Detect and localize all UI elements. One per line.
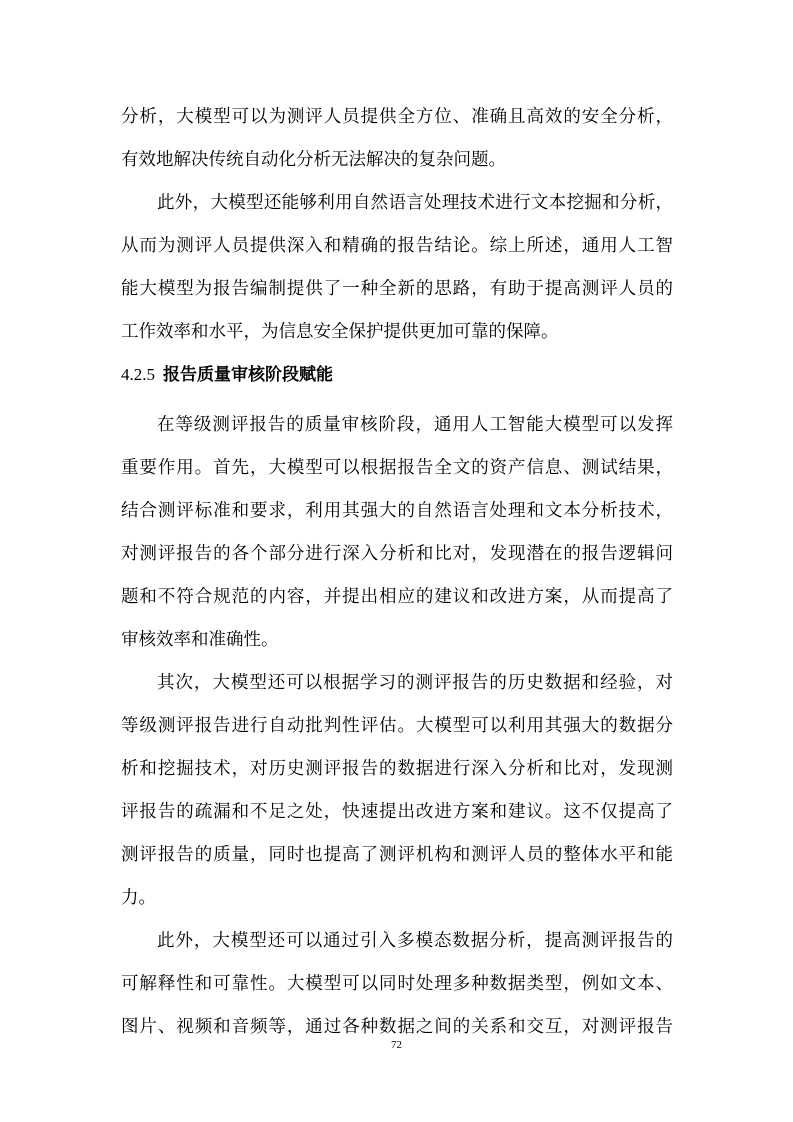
paragraph-3-line-4: 对测评报告的各个部分进行深入分析和比对，发现潜在的报告逻辑问 bbox=[121, 544, 673, 564]
paragraph-5-line-3: 图片、视频和音频等，通过各种数据之间的关系和交互，对测评报告 bbox=[121, 1017, 673, 1037]
paragraph-2-line-4: 工作效率和水平，为信息安全保护提供更加可靠的保障。 bbox=[121, 322, 559, 342]
paragraph-4-line-2: 等级测评报告进行自动批判性评估。大模型可以利用其强大的数据分 bbox=[121, 716, 673, 736]
section-title: 报告质量审核阶段赋能 bbox=[163, 365, 333, 385]
paragraph-3-line-5: 题和不符合规范的内容，并提出相应的建议和改进方案，从而提高了 bbox=[121, 587, 673, 607]
page-number: 72 bbox=[391, 1039, 402, 1051]
paragraph-3-line-3: 结合测评标准和要求，利用其强大的自然语言处理和文本分析技术， bbox=[121, 501, 673, 521]
paragraph-4-line-5: 测评报告的质量，同时也提高了测评机构和测评人员的整体水平和能 bbox=[121, 845, 673, 865]
paragraph-3-line-6: 审核效率和准确性。 bbox=[121, 630, 279, 650]
paragraph-3-line-1: 在等级测评报告的质量审核阶段，通用人工智能大模型可以发挥 bbox=[157, 415, 673, 435]
paragraph-4-line-6: 力。 bbox=[121, 888, 156, 908]
section-number: 4.2.5 bbox=[121, 365, 155, 384]
paragraph-3-line-2: 重要作用。首先，大模型可以根据报告全文的资产信息、测试结果， bbox=[121, 458, 673, 478]
paragraph-5-line-1: 此外，大模型还可以通过引入多模态数据分析，提高测评报告的 bbox=[157, 931, 673, 951]
paragraph-4-line-1: 其次，大模型还可以根据学习的测评报告的历史数据和经验，对 bbox=[157, 673, 673, 693]
paragraph-2-line-1: 此外，大模型还能够利用自然语言处理技术进行文本挖掘和分析， bbox=[157, 193, 673, 213]
paragraph-2-line-2: 从而为测评人员提供深入和精确的报告结论。综上所述，通用人工智 bbox=[121, 236, 673, 256]
paragraph-1-line-1: 分析，大模型可以为测评人员提供全方位、准确且高效的安全分析， bbox=[121, 107, 673, 127]
paragraph-5-line-2: 可解释性和可靠性。大模型可以同时处理多种数据类型，例如文本、 bbox=[121, 974, 673, 994]
paragraph-1-line-2: 有效地解决传统自动化分析无法解决的复杂问题。 bbox=[121, 150, 506, 170]
paragraph-4-line-4: 评报告的疏漏和不足之处，快速提出改进方案和建议。这不仅提高了 bbox=[121, 802, 673, 822]
paragraph-4-line-3: 析和挖掘技术，对历史测评报告的数据进行深入分析和比对，发现测 bbox=[121, 759, 673, 779]
section-heading bbox=[121, 360, 333, 390]
paragraph-2-line-3: 能大模型为报告编制提供了一种全新的思路，有助于提高测评人员的 bbox=[121, 279, 673, 299]
